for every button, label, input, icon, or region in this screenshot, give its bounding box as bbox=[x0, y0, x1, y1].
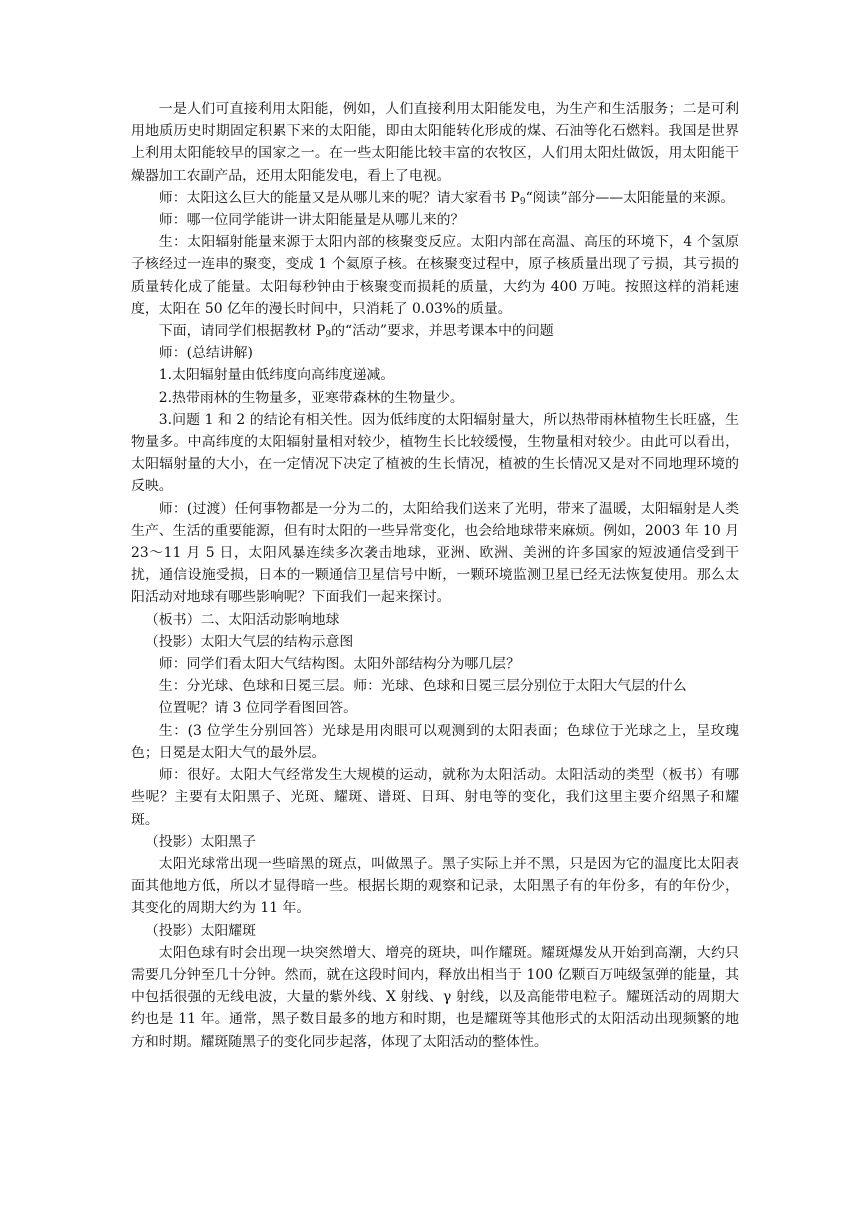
text-run: 师：太阳这么巨大的能量又是从哪儿来的呢？请大家看书 P bbox=[158, 189, 520, 206]
text-run: “阅读”部分——太阳能量的来源。 bbox=[525, 189, 735, 206]
paragraph-activity-instruction bbox=[131, 320, 739, 342]
paragraph-point-3: 3.问题 1 和 2 的结论有相关性。因为低纬度的太阳辐射量大，所以热带雨林植物生长旺盛，生物量多。中高纬度的太阳辐射量相对较少，植物生长比较缓慢，生物量相对较少。由此可以看出，太阳辐射量的大小，在一定情况下决定了植被的生长情况，植被的生长情况又是对不同地理环境的反映。 bbox=[131, 411, 739, 495]
paragraph-teacher-ask: 师：哪一位同学能讲一讲太阳能量是从哪儿来的？ bbox=[158, 212, 465, 229]
paragraph-teacher-layers-question: 师：同学们看太阳大气结构图。太阳外部结构分为哪几层？ bbox=[158, 656, 520, 673]
document-page bbox=[131, 98, 739, 1053]
paragraph-teacher-summary-label: 师：(总结讲解) bbox=[158, 345, 253, 362]
text-line: 生：分光球、色球和日冕三层。师：光球、色球和日冕三层分别位于太阳大气层的什么 bbox=[158, 678, 687, 695]
paragraph-projection-structure: （投影）太阳大气层的结构示意图 bbox=[144, 633, 354, 650]
paragraph-solar-energy-use: 一是人们可直接利用太阳能，例如，人们直接利用太阳能发电，为生产和生活服务；二是可利用地质历史时期固定积累下来的太阳能，即由太阳能转化形成的煤、石油等化石燃料。我国是世界上利用太阳能较早的国家之一。在一些太阳能比较丰富的农牧区，人们用太阳灶做饭，用太阳能干燥器加工农副产品，还用太阳能发电，看上了电视。 bbox=[131, 101, 739, 184]
paragraph-flares-description: 太阳色球有时会出现一块突然增大、增亮的斑块，叫作耀斑。耀斑爆发从开始到高潮，大约只需要几分钟至几十分钟。然而，就在这段时间内，释放出相当于 100 亿颗百万吨级氢弹的能量，其中包括很强的无线电波，大量的紫外线、X 射线、γ 射线，以及高能带电粒子。耀斑活动的周期大约也是 11 年。通常，黑子数目最多的地方和时期，也是耀斑等其他形式的太阳活动出现频繁的地方和时期。耀斑随黑子的变化同步起落，体现了太阳活动的整体性。 bbox=[131, 944, 739, 1050]
paragraph-sunspots-description: 太阳光球常出现一些暗黑的斑点，叫做黑子。黑子实际上并不黑，只是因为它的温度比太阳表面其他地方低，所以才显得暗一些。根据长期的观察和记录，太阳黑子有的年份多，有的年份少，其变化的周期大约为 11 年。 bbox=[131, 855, 739, 917]
paragraph-board-heading: （板书）二、太阳活动影响地球 bbox=[144, 611, 340, 628]
text-run: 下面，请同学们根据教材 P bbox=[158, 323, 326, 340]
paragraph-projection-sunspots: （投影）太阳黑子 bbox=[144, 833, 257, 850]
text-line: 位置呢？请 3 位同学看图回答。 bbox=[158, 700, 358, 717]
paragraph-student-layers-answer bbox=[131, 675, 739, 719]
paragraph-student-fusion-answer: 生：太阳辐射能量来源于太阳内部的核聚变反应。太阳内部在高温、高压的环境下，4 个氢原子核经过一连串的聚变，变成 1 个氦原子核。在核聚变过程中，原子核质量出现了亏损，其亏损的质量转化成了能量。太阳每秒钟由于核聚变而损耗的质量，大约为 400 万吨。按照这样的消耗速度，太阳在 50 亿年的漫长时间中，只消耗了 0.03%的质量。 bbox=[131, 234, 739, 317]
paragraph-students-answer: 生：(3 位学生分别回答）光球是用肉眼可以观测到的太阳表面；色球位于光球之上，呈玫瑰色；日冕是太阳大气的最外层。 bbox=[131, 722, 739, 761]
paragraph-projection-flares: （投影）太阳耀斑 bbox=[144, 922, 257, 939]
text-run: 的“活动”要求，并思考课本中的问题 bbox=[331, 323, 554, 340]
paragraph-point-1: 1.太阳辐射量由低纬度向高纬度递减。 bbox=[158, 367, 395, 384]
paragraph-solar-activity-types: 师：很好。太阳大气经常发生大规模的运动，就称为太阳活动。太阳活动的类型（板书）有哪些呢？主要有太阳黑子、光斑、耀斑、谱斑、日珥、射电等的变化，我们这里主要介绍黑子和耀斑。 bbox=[131, 767, 739, 828]
paragraph-teacher-question-energy-source bbox=[131, 187, 739, 209]
paragraph-transition: 师：(过渡）任何事物都是一分为二的，太阳给我们送来了光明，带来了温暖，太阳辐射是人类生产、生活的重要能源，但有时太阳的一些异常变化，也会给地球带来麻烦。例如，2003 年 10 月 23～11 月 5 日，太阳风暴连续多次袭击地球，亚洲、欧洲、美洲的许多国家的短波通信受到干扰，通信设施受损，日本的一颗通信卫星信号中断，一颗环境监测卫星已经无法恢复使用。那么太阳活动对地球有哪些影响呢？下面我们一起来探讨。 bbox=[131, 500, 740, 606]
paragraph-point-2: 2.热带雨林的生物量多，亚寒带森林的生物量少。 bbox=[158, 389, 464, 406]
page-subscript: 9 bbox=[519, 196, 526, 207]
page-subscript: 9 bbox=[325, 330, 332, 341]
